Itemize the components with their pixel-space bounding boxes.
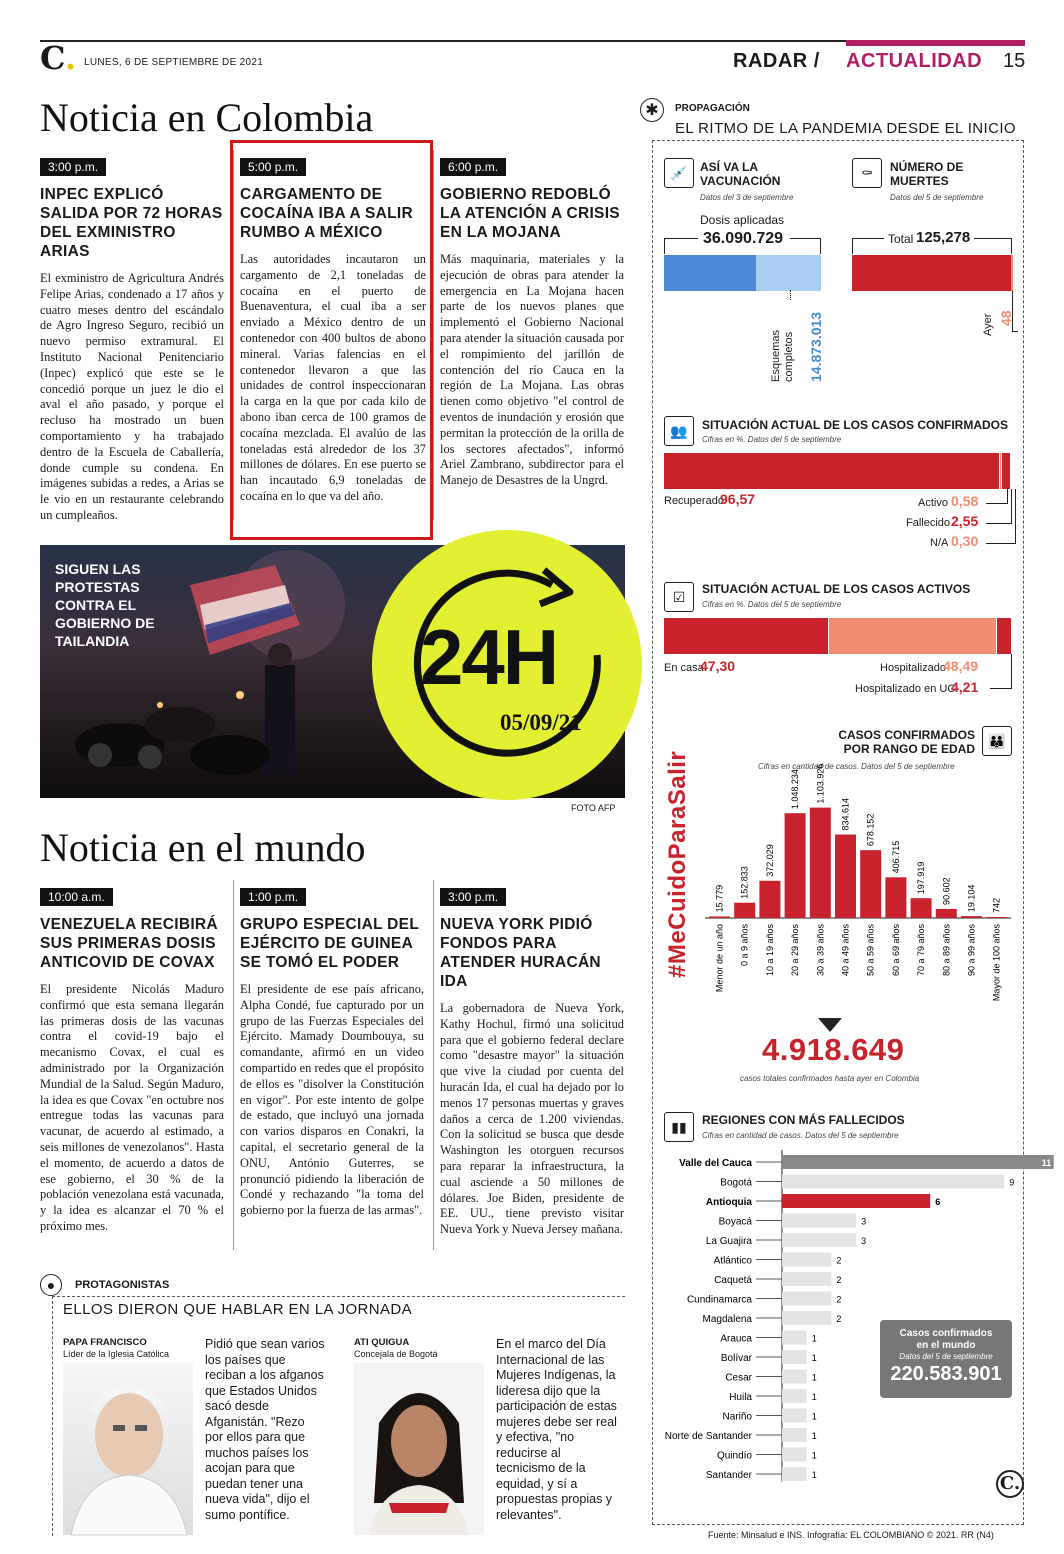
section-accent-bar — [846, 40, 1025, 46]
bracket-left — [664, 238, 698, 254]
section-title: ACTUALIDAD — [846, 50, 983, 72]
activos-value: 4,21 — [951, 679, 979, 695]
age-category-label: 10 a 19 años — [764, 924, 775, 977]
age-value-label: 372.029 — [764, 844, 775, 877]
portrait-silhouette — [354, 1363, 484, 1535]
region-bar — [782, 1175, 1004, 1189]
age-category-label: Mayor de 100 años — [991, 924, 1002, 1002]
age-category-label: 30 a 39 años — [815, 924, 826, 977]
activos-label: Hospitalizado — [880, 662, 947, 674]
region-label: Boyacá — [718, 1216, 752, 1228]
region-value: 6 — [935, 1197, 941, 1207]
person-role: Líder de la Iglesia Católica — [63, 1349, 170, 1359]
story-headline[interactable]: CARGAMENTO DE COCAÍNA IBA A SALIR RUMBO A MÉXICO — [240, 186, 414, 241]
age-value-label: 1.103.926 — [815, 763, 826, 804]
newspaper-logo-icon: C. — [996, 1470, 1024, 1498]
region-value: 1 — [811, 1470, 817, 1480]
region-label: Arauca — [720, 1333, 752, 1345]
region-label: Antioquia — [705, 1197, 752, 1208]
world-cases-subtitle: Datos del 5 de septiembre — [899, 1352, 993, 1361]
age-bar — [734, 903, 755, 918]
24h-date: 05/09/21 — [500, 710, 582, 735]
region-label: La Guajira — [705, 1236, 752, 1247]
region-bar — [782, 1370, 807, 1384]
bracket-left — [852, 238, 884, 254]
age-category-label: 40 a 49 años — [840, 924, 851, 977]
region-label: Quindío — [716, 1450, 752, 1462]
propagacion-label: PROPAGACIÓN — [675, 103, 750, 114]
stacked-segment — [1011, 453, 1012, 489]
age-bar — [911, 898, 932, 918]
leader-line — [1012, 331, 1018, 332]
region-value: 9 — [1009, 1177, 1015, 1188]
age-category-label: 80 a 89 años — [941, 924, 952, 977]
region-label: Caquetá — [714, 1275, 752, 1286]
radar-label: RADAR / — [733, 50, 820, 72]
age-value-label: 15.779 — [714, 884, 725, 913]
age-bar — [936, 909, 957, 918]
story-time: 5:00 p.m. — [240, 158, 306, 176]
column-divider — [433, 880, 434, 1250]
region-value: 1 — [811, 1353, 817, 1363]
region-label: Norte de Santander — [664, 1431, 752, 1442]
region-value: 1 — [811, 1431, 817, 1441]
ayer-label: Ayer — [982, 313, 994, 336]
age-bar — [961, 916, 982, 918]
column-divider — [433, 150, 434, 520]
news-story — [240, 158, 426, 505]
esquemas-value: 14.873.013 — [808, 311, 824, 382]
person-name: ATI QUIGUA — [354, 1337, 410, 1348]
activos-label: Hospitalizado en UCI — [855, 683, 959, 695]
story-time: 10:00 a.m. — [40, 888, 113, 906]
protagonistas-label: PROTAGONISTAS — [75, 1279, 170, 1291]
region-value: 1 — [811, 1392, 817, 1402]
bar-chart-icon: ▮▮ — [664, 1112, 694, 1142]
region-bar — [782, 1448, 807, 1462]
story-body: Las autoridades incautaron un cargamento de 2,1 toneladas de cocaína en el puerto de Buenaventura, el cual iba a ser enviado a México dentro de un contenedor con 400 bultos de abono mineral. Varias falencias en el contenedor llevaron a que las unidades de control inspeccionaran la carga en la que por cada kilo de abono iban cerca de 100 gramos de cocaína mezclada. El avalúo de las toneladas está alrededor de los 37 millones de dólares. En ese puerto se han incautado 6,9 toneladas de cocaína en lo que va del año. — [240, 252, 426, 503]
region-bar — [782, 1155, 1054, 1169]
age-category-label: 60 a 69 años — [890, 924, 901, 977]
story-body: El presidente Nicolás Maduro confirmó que esta semana llegarán las primeras dosis de las vacunas contra el covid-19 bajo el mecanismo Covax, el cual es administrado por la Organización Mundial de la Salud. Según Maduro, la idea es que Covax "en octubre nos entregue todas las vacunas para vacunar, de acuerdo al estimado, a seis millones de venezolanos". Hasta el momento, de acuerdo a datos de ese gobierno, el 30 % de la población venezolana está vacunada, y la idea es alcanzar el 70 % el próximo mes. — [40, 982, 224, 1233]
protagonistas-subtitle: ELLOS DIERON QUE HABLAR EN LA JORNADA — [63, 1301, 413, 1318]
infographic-title: EL RITMO DE LA PANDEMIA DESDE EL INICIO — [675, 120, 1016, 137]
person-quote: En el marco del Día Internacional de las Mujeres Indígenas, la lideresa dijo que la participación de estas mujeres debe ser real y efectiva, "no reducirse al tecnicismo de la equidad, y sí a propuestas propias y relevantes". — [496, 1337, 617, 1522]
activos-subtitle: Cifras en %. Datos del 5 de septiembre — [702, 600, 842, 609]
edad-subtitle: Cifras en cantidad de casos. Datos del 5 de septiembre — [758, 762, 955, 771]
age-value-label: 197.919 — [916, 861, 927, 895]
region-value: 1 — [811, 1333, 817, 1344]
muertes-title: NÚMERO DE MUERTES — [890, 160, 964, 188]
esquemas-label: Esquemas completos — [770, 330, 795, 382]
region-value: 2 — [836, 1275, 842, 1285]
regions-bar-chart — [662, 1150, 1052, 1486]
age-value-label: 19.104 — [966, 884, 977, 913]
photo-caption: SIGUEN LAS PROTESTAS CONTRA EL GOBIERNO DE TAILANDIA — [55, 561, 155, 649]
confirmados-label: N/A — [930, 537, 949, 549]
region-bar — [782, 1292, 831, 1306]
stacked-segment — [997, 618, 1012, 654]
pope-francis-photo[interactable] — [63, 1363, 193, 1535]
region-value: 3 — [861, 1236, 867, 1246]
world-cases-box — [880, 1320, 1012, 1398]
regiones-title: REGIONES CON MÁS FALLECIDOS — [702, 1113, 905, 1127]
stacked-segment — [1002, 453, 1011, 489]
region-label: Cesar — [725, 1372, 752, 1384]
bracket-right — [974, 238, 1012, 254]
region-bar — [782, 1253, 831, 1267]
vacunacion-subtitle: Datos del 3 de septiembre — [700, 193, 794, 202]
region-label: Cundinamarca — [686, 1294, 752, 1306]
region-bar — [782, 1194, 930, 1208]
activos-value: 48,49 — [943, 658, 979, 674]
news-story — [440, 158, 624, 489]
age-category-label: 0 a 9 años — [739, 924, 750, 967]
person-quote: Pidió que sean varios los países que reciban a los afganos que Estados Unidos sacó desde Afganistán. "Rezo por ellos para que muchos países los acojan para que puedan tener una nueva vida", dijo el sumo pontífice. — [205, 1337, 325, 1522]
confirmados-label: Recuperado — [664, 495, 724, 507]
world-cases-label: Casos confirmados en el mundo — [899, 1328, 993, 1351]
ayer-value: 48 — [998, 310, 1014, 326]
leader-line — [986, 489, 1016, 544]
muertes-subtitle: Datos del 5 de septiembre — [890, 193, 984, 202]
total-casos-value: 4.918.649 — [762, 1032, 905, 1067]
story-body: El presidente de ese país africano, Alpha Condé, fue capturado por un grupo de las Fuerzas Especiales del Ejército. Mamady Doumbouya, su comandante, afirmó en un video compartido en redes que el propósito de ellos es "disolver la Constitución en vigor". Por este intento de golpe de estado, que incluyó una jornada con varios disparos en Conakri, la capital, el secretario general de la ONU, António Guterres, se pronunció pidiendo la liberación de Condé y rechazando "la toma del gobierno por la fuerza de las armas". — [240, 982, 424, 1218]
region-label: Huila — [729, 1392, 752, 1403]
total-casos-label: casos totales confirmados hasta ayer en Colombia — [740, 1074, 920, 1083]
region-bar — [782, 1214, 856, 1228]
age-bar — [709, 916, 730, 918]
story-time: 1:00 p.m. — [240, 888, 306, 906]
total-muertes-value: 125,278 — [916, 229, 971, 246]
region-value: 2 — [836, 1294, 842, 1305]
activos-stacked-bar — [664, 618, 1012, 654]
story-headline[interactable]: INPEC EXPLICÓ SALIDA POR 72 HORAS DEL EXMINISTRO ARIAS — [40, 186, 223, 260]
photo-credit: FOTO AFP — [571, 803, 616, 813]
vacunacion-bar-first-dose — [664, 255, 756, 291]
activos-label: En casa — [664, 662, 704, 674]
region-label: Nariño — [722, 1411, 752, 1423]
age-category-label: 90 a 99 años — [966, 924, 977, 977]
confirmados-value: 2,55 — [951, 513, 979, 529]
news-story — [240, 888, 424, 1219]
person-role: Concejala de Bogotá — [354, 1349, 438, 1359]
confirmados-value: 96,57 — [720, 491, 756, 507]
confirmados-label: Fallecido — [906, 517, 951, 529]
group-icon: 👪 — [982, 726, 1012, 756]
bracket-right — [790, 238, 821, 254]
people-icon: 👥 — [664, 416, 694, 446]
region-bar — [782, 1233, 856, 1247]
region-bar — [782, 1311, 831, 1325]
region-label: Bolívar — [720, 1353, 752, 1364]
leader-line — [990, 654, 1012, 689]
ati-quigua-photo[interactable] — [354, 1363, 484, 1535]
edad-title: CASOS CONFIRMADOS POR RANGO DE EDAD — [838, 728, 975, 756]
column-divider — [233, 880, 234, 1250]
confirmados-stacked-bar — [664, 453, 1012, 489]
story-time: 3:00 p.m. — [440, 888, 506, 906]
region-value: 2 — [836, 1255, 842, 1266]
age-bar — [860, 850, 881, 918]
story-time: 6:00 p.m. — [440, 158, 506, 176]
world-cases-value: 220.583.901 — [890, 1363, 1002, 1385]
region-label: Valle del Cauca — [679, 1158, 752, 1169]
issue-date: LUNES, 6 DE SEPTIEMBRE DE 2021 — [84, 57, 264, 68]
person-name: PAPA FRANCISCO — [63, 1337, 147, 1348]
region-value: 2 — [836, 1314, 842, 1324]
hashtag[interactable]: #MeCuidoParaSalir — [664, 750, 691, 978]
news-story — [40, 888, 224, 1235]
region-bar — [782, 1350, 807, 1364]
story-headline[interactable]: VENEZUELA RECIBIRÁ SUS PRIMERAS DOSIS ANTICOVID DE COVAX — [40, 916, 218, 971]
regiones-subtitle: Cifras en cantidad de casos. Datos del 5 de septiembre — [702, 1131, 899, 1140]
story-body: El exministro de Agricultura Andrés Felipe Arias, condenado a 17 años y cuatro meses dentro del escándalo de Agro Ingreso Seguro, recibió un nuevo permiso extramural. El Instituto Nacional Penitenciario (Inpec) explicó que este se le concedió porque un juez le dio el aval el año pasado, y porque el recluso ha mostrado un buen comportamiento y ha trabajado dentro de la Escuela de Caballería, donde cumple su condena. En imágenes subidas a redes, a Arias se le vio en un restaurante celebrando un cumpleaños. — [40, 271, 224, 522]
region-value: 11 — [1041, 1158, 1052, 1168]
age-bar — [986, 917, 1007, 918]
syringe-icon: 💉 — [664, 158, 694, 188]
activos-value: 47,30 — [700, 658, 736, 674]
stacked-segment — [829, 618, 998, 654]
age-bar — [810, 808, 831, 918]
region-bar — [782, 1409, 807, 1423]
age-bar — [785, 813, 806, 918]
story-body: La gobernadora de Nueva York, Kathy Hochul, firmó una solicitud para que el gobierno federal declare como "desastre mayor" la situación que vive la ciudad por cuenta del huracán Ida, el cual ha dejado por lo menos 17 personas muertas y graves daños a cerca de 1.200 viviendas. Con la solicitud se busca que desde Washington les otorguen recursos para reparar la infraestructura, la cual asciende a 50 millones de dólares. Joe Biden, presidente de EE. UU., tiene previsto visitar Nueva York y Nueva Jersey mañana. — [440, 1001, 624, 1237]
activos-title: SITUACIÓN ACTUAL DE LOS CASOS ACTIVOS — [702, 582, 971, 596]
age-value-label: 742 — [991, 897, 1002, 913]
muertes-bar — [852, 255, 1012, 291]
colombia-heading: Noticia en Colombia — [40, 95, 374, 140]
region-value: 1 — [811, 1372, 817, 1383]
age-value-label: 678.152 — [865, 813, 876, 847]
region-label: Bogotá — [720, 1177, 752, 1189]
news-story — [440, 888, 624, 1238]
age-bar — [885, 877, 906, 918]
source-credit: Fuente: Minsalud e INS. Infografía: EL COLOMBIANO © 2021. RR (N4) — [708, 1530, 994, 1540]
confirmados-label: Activo — [918, 497, 948, 509]
region-label: Santander — [705, 1470, 752, 1481]
region-bar — [782, 1428, 807, 1442]
dosis-value: 36.090.729 — [703, 230, 784, 247]
story-headline[interactable]: GRUPO ESPECIAL DEL EJÉRCITO DE GUINEA SE TOMÓ EL PODER — [240, 916, 419, 971]
newspaper-logo[interactable]: C. — [40, 39, 77, 77]
age-category-label: 20 a 29 años — [790, 924, 801, 977]
coffin-icon: ⚰ — [852, 158, 882, 188]
region-label: Atlántico — [713, 1255, 752, 1267]
region-bar — [782, 1331, 807, 1345]
story-time: 3:00 p.m. — [40, 158, 106, 176]
age-bar — [835, 835, 856, 918]
region-bar — [782, 1389, 807, 1403]
age-value-label: 406.715 — [890, 840, 901, 874]
total-label: Total — [888, 232, 914, 246]
story-body: Más maquinaria, materiales y la ejecución de obras para atender la emergencia en La Mojana hacen parte de los nuevos planes que implementó el Gobierno Nacional para atender la situación causada por el rompimiento del jarillón de contención del río Cauca en la región de La Mojana. Las obras tienen como objetivo "el control de eventos de inundación y erosión que permitan la protección de la orilla de los sectores afectados", informó Ariel Zambrano, subdirector para el Manejo de Desastres de la Ungrd. — [440, 252, 624, 488]
news-story — [40, 158, 224, 524]
age-bar — [759, 881, 780, 918]
mundo-heading: Noticia en el mundo — [40, 825, 366, 870]
vacunacion-title: ASÍ VA LA VACUNACIÓN — [700, 160, 781, 188]
dosis-label: Dosis aplicadas — [700, 213, 785, 227]
age-value-label: 1.048.234 — [790, 769, 801, 810]
stacked-segment — [664, 618, 829, 654]
person-icon: ● — [40, 1274, 62, 1296]
confirmados-value: 0,58 — [951, 493, 979, 509]
region-label: Magdalena — [702, 1314, 752, 1325]
stacked-segment — [664, 453, 1000, 489]
story-headline[interactable]: GOBIERNO REDOBLÓ LA ATENCIÓN A CRISIS EN LA MOJANA — [440, 186, 620, 241]
story-headline[interactable]: NUEVA YORK PIDIÓ FONDOS PARA ATENDER HURACÁN IDA — [440, 916, 601, 990]
page-number: 15 — [1003, 50, 1026, 72]
age-category-label: 70 a 79 años — [916, 924, 927, 977]
virus-icon: ✱ — [640, 98, 664, 122]
region-bar — [782, 1272, 831, 1286]
age-category-label: 50 a 59 años — [865, 924, 876, 977]
confirmados-value: 0,30 — [951, 533, 979, 549]
age-value-label: 90.602 — [941, 877, 952, 905]
confirmados-title: SITUACIÓN ACTUAL DE LOS CASOS CONFIRMADOS — [702, 418, 1009, 432]
age-value-label: 834.614 — [840, 797, 851, 831]
region-value: 3 — [861, 1216, 867, 1227]
24h-label: 24H — [420, 613, 558, 701]
region-value: 1 — [811, 1450, 817, 1461]
checklist-icon: ☑ — [664, 582, 694, 612]
region-bar — [782, 1467, 807, 1481]
confirmados-subtitle: Cifras en %. Datos del 5 de septiembre — [702, 435, 842, 444]
age-category-label: Menor de un año — [714, 924, 725, 993]
age-value-label: 152.833 — [739, 866, 750, 899]
region-value: 1 — [811, 1411, 817, 1422]
muertes-ayer-bar — [1011, 255, 1013, 291]
portrait-silhouette — [63, 1363, 193, 1535]
